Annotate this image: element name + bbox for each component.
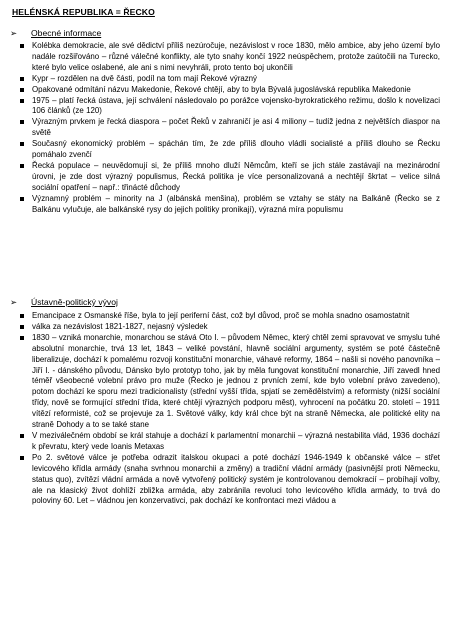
list-item: Kolébka demokracie, ale své dědictví příliš nezúročuje, nezávislost v roce 1830, mělo ambice, aby jeho území bylo nadále rozšiřováno – různé válečné konflikty, ale tyto snahy končí 1922 neúspěchem, protože zaútočili na Turecko, které bylo velice oslabené, ale ani s nimi nevyhráli, proto tento boj ukončili xyxy=(32,41,440,74)
square-bullet-icon xyxy=(20,77,24,81)
list-item: Řecká populace – neuvědomují si, že příliš mnoho dluží Němcům, kteří se jich stále zastávají na mezinárodní úrovni, je zde dost výrazný populismus, Řecká politika je více personalizovaná a nechtějí škrtat – velice silná sociální opatření – např.: třinácté důchody xyxy=(32,161,440,194)
list-item: Výrazným prvkem je řecká diaspora – počet Řeků v zahraničí je asi 4 miliony – tudíž jedna z největších diaspor na světě xyxy=(32,117,440,139)
arrow-bullet-icon: ➢ xyxy=(10,28,18,38)
square-bullet-icon xyxy=(20,325,24,329)
section-list-constitutional xyxy=(32,311,440,507)
list-item: Opakované odmítání názvu Makedonie, Řekové chtějí, aby to byla Bývalá jugoslávská republika Makedonie xyxy=(32,85,440,96)
list-item: Současný ekonomický problém – spáchán tím, že zde příliš dlouho vládli socialisté a příliš dlouho se Řecku pomáhalo zvenčí xyxy=(32,139,440,161)
list-item: 1975 – platí řecká ústava, její schválení následovalo po porážce vojensko-byrokratického režimu, došlo k novelizaci 106 článků (ze 120) xyxy=(32,96,440,118)
square-bullet-icon xyxy=(20,456,24,460)
square-bullet-icon xyxy=(20,314,24,318)
list-item: V meziválečném období se král stahuje a dochází k parlamentní monarchii – výrazná nestabilita vlád, 1936 dochází k převratu, který vede Ioanis Metaxas xyxy=(32,431,440,453)
square-bullet-icon xyxy=(20,164,24,168)
section-heading-general xyxy=(10,28,101,38)
section-heading-text: Ústavně-politický vývoj xyxy=(31,297,118,307)
list-item: Po 2. světové válce je potřeba odrazit italskou okupaci a poté dochází 1946-1949 k občanské válce – střet levicového křídla armády (snaha svrhnou monarchii a změny) a tradiční vládní armády (pasivnější proti Německu, status quo), zvítězí vládní armáda a nově vytvořený politický systém je kontrolovanou demokracií – probíhají volby, ale na klasický život dohlíží zbližka armáda, aby zabránila revoluci toho levicového křídla armády, to trvá do poloviny 60. Let – vládnou jen konzervativci, pak dochází ke konfrontaci mezi vládou a xyxy=(32,453,440,508)
list-item: Emancipace z Osmanské říše, byla to její periferní část, což byl důvod, proč se mohla snadno osamostatnit xyxy=(32,311,440,322)
list-item: 1830 – vzniká monarchie, monarchou se stává Oto I. – původem Němec, který chtěl zemi spravovat ve smyslu tuhé absolutní monarchie, trvá 13 let, 1843 – veliké povstání, hlavně sociální argumenty, systém se poté částečně liberalizuje, dochází k pomalému rozvoji konstituční monarchie, váhavé reformy, 1864 – našli si nového panovníka – Jiří I. - dánského původu, Dánsko bylo prototyp toho, jak by měla fungovat konstituční monarchie, Jiří zavedl hned téměř všeobecné volební právo pro muže (Řecko je jednou z prvních zemí, kde bylo volební právo zavedeno), potom dochází ke sporu mezi tradicionalisty (střední vyšší třída, spjatí se zemědělstvím) a reformisty (nižší sociální třídy, nově se formující střední třída, které chtějí výrazných podporu měst), vyhrocení na počátku 20. století – 1911 vítězí reformisté, což se projevuje za 1. Světové války, kdy král chce být na straně Německa, ale politické elity na straně Dohody a to se také stane xyxy=(32,333,440,431)
document-title: HELÉNSKÁ REPUBLIKA = ŘECKO xyxy=(12,7,155,17)
section-heading-text: Obecné informace xyxy=(31,28,102,38)
square-bullet-icon xyxy=(20,44,24,48)
square-bullet-icon xyxy=(20,142,24,146)
arrow-bullet-icon: ➢ xyxy=(10,297,18,307)
section-heading-constitutional xyxy=(10,297,118,307)
square-bullet-icon xyxy=(20,197,24,201)
list-item: válka za nezávislost 1821-1827, nejasný výsledek xyxy=(32,322,440,333)
list-item: Významný problém – minority na J (albánská menšina), problém se vztahy se státy na Balkáně (Řecko se z Balkánu vylučuje, ale balkánské rysy do jejich politiky pronikají), výrazná míra populismu xyxy=(32,194,440,216)
square-bullet-icon xyxy=(20,434,24,438)
square-bullet-icon xyxy=(20,336,24,340)
square-bullet-icon xyxy=(20,88,24,92)
list-item: Kypr – rozdělen na dvě části, podíl na tom mají Řekové výrazný xyxy=(32,74,440,85)
section-list-general xyxy=(32,41,440,216)
square-bullet-icon xyxy=(20,99,24,103)
square-bullet-icon xyxy=(20,120,24,124)
